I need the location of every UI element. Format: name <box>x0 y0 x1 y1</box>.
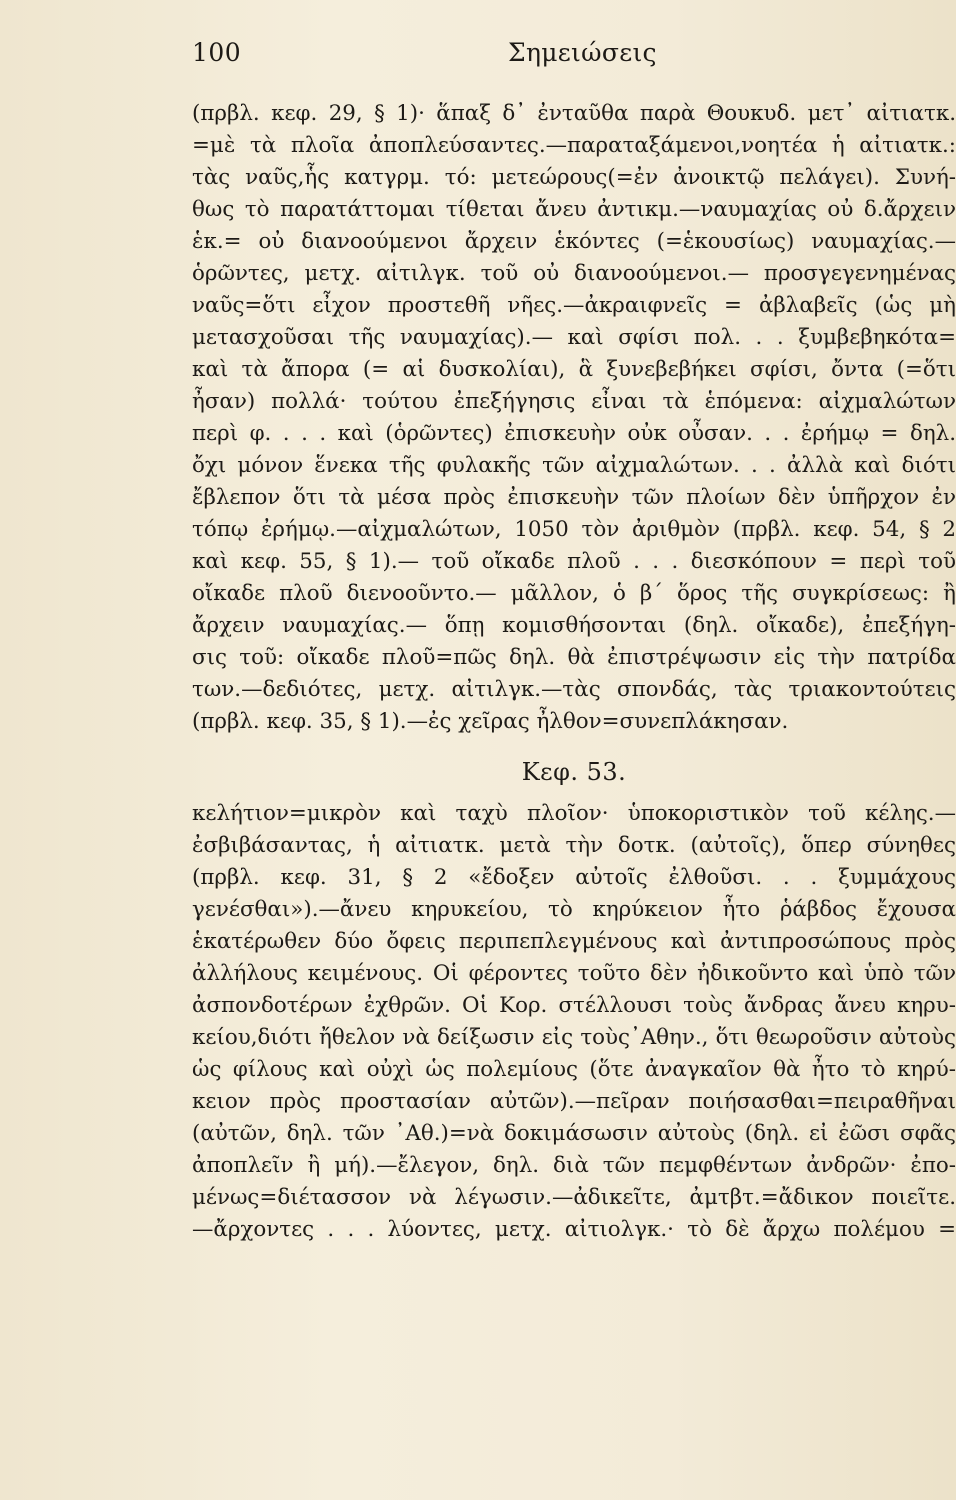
text-line: (πρβλ. κεφ. 29, § 1)· ἅπαξ δ᾽ ἐνταῦθα παρὰ Θουκυδ. μετ᾽ αἰτιατκ. <box>192 101 956 126</box>
text-line: ἑκατέρωθεν δύο ὄφεις περιπεπλεγμένους καὶ ἀντιπροσώπους πρὸς <box>192 929 956 954</box>
text-line: μετασχοῦσαι τῆς ναυμαχίας).— καὶ σφίσι πολ. . . ξυμβεβηκότα= <box>192 325 956 350</box>
page-number: 100 <box>192 38 242 67</box>
text-line: θως τὸ παρατάττομαι τίθεται ἄνευ ἀντικμ.—ναυμαχίας οὐ δ.ἄρχειν <box>192 197 956 222</box>
text-line: γενέσθαι»).—ἄνευ κηρυκείου, τὸ κηρύκειον ἦτο ῥάβδος ἔχουσα <box>192 897 956 922</box>
running-title: Σημειώσεις <box>508 38 657 67</box>
page-header <box>192 38 956 78</box>
text-line: περὶ φ. . . . καὶ (ὁρῶντες) ἐπισκευὴν οὐκ οὖσαν. . . ἐρήμῳ = δηλ. <box>192 421 956 446</box>
text-line: ἑκ.= οὐ διανοούμενοι ἄρχειν ἑκόντες (=ἑκουσίως) ναυμαχίας.— <box>192 229 956 254</box>
text-line: ἄρχειν ναυμαχίας.— ὅπῃ κομισθήσονται (δηλ. οἴκαδε), ἐπεξήγη- <box>192 613 956 638</box>
text-line: ἐσβιβάσαντας, ἡ αἰτιατκ. μετὰ τὴν δοτκ. (αὐτοῖς), ὅπερ σύνηθες <box>192 833 956 858</box>
text-line: (αὐτῶν, δηλ. τῶν ᾽Αθ.)=νὰ δοκιμάσωσιν αὐτοὺς (δηλ. εἰ ἐῶσι σφᾶς <box>192 1121 956 1146</box>
text-line: καὶ τὰ ἄπορα (= αἱ δυσκολίαι), ἃ ξυνεβεβήκει σφίσι, ὄντα (=ὅτι <box>192 357 956 382</box>
text-line: των.—δεδιότες, μετχ. αἰτιλγκ.—τὰς σπονδάς, τὰς τριακοντούτεις <box>192 677 956 702</box>
text-line: ναῦς=ὅτι εἶχον προστεθῆ νῆες.—ἀκραιφνεῖς = ἀβλαβεῖς (ὡς μὴ <box>192 293 956 318</box>
text-line: (πρβλ. κεφ. 31, § 2 «ἔδοξεν αὐτοῖς ἐλθοῦσι. . . ξυμμάχους <box>192 865 956 890</box>
text-line: κειον πρὸς προστασίαν αὐτῶν).—πεῖραν ποιήσασθαι=πειραθῆναι <box>192 1089 956 1114</box>
page-body <box>192 98 956 1246</box>
text-line: τὰς ναῦς,ἧς κατγρμ. τό: μετεώρους(=ἐν ἀνοικτῷ πελάγει). Συνή- <box>192 165 956 190</box>
text-line: ἔβλεπον ὅτι τὰ μέσα πρὸς ἐπισκευὴν τῶν πλοίων δὲν ὑπῆρχον ἐν <box>192 485 956 510</box>
text-line: καὶ κεφ. 55, § 1).— τοῦ οἴκαδε πλοῦ . . . διεσκόπουν = περὶ τοῦ <box>192 549 956 574</box>
text-line: ὄχι μόνον ἕνεκα τῆς φυλακῆς τῶν αἰχμαλώτων. . . ἀλλὰ καὶ διότι <box>192 453 956 478</box>
text-line: —ἄρχοντες . . . λύοντες, μετχ. αἰτιολγκ.· τὸ δὲ ἄρχω πολέμου = <box>192 1217 956 1242</box>
text-line: οἴκαδε πλοῦ διενοοῦντο.— μᾶλλον, ὁ β΄ ὅρος τῆς συγκρίσεως: ἢ <box>192 581 956 606</box>
text-line: σις τοῦ: οἴκαδε πλοῦ=πῶς δηλ. θὰ ἐπιστρέψωσιν εἰς τὴν πατρίδα <box>192 645 956 670</box>
text-line: (πρβλ. κεφ. 35, § 1).—ἐς χεῖρας ἦλθον=συνεπλάκησαν. <box>192 709 789 734</box>
section-heading: Κεφ. 53. <box>521 758 627 786</box>
text-line: κελήτιον=μικρὸν καὶ ταχὺ πλοῖον· ὑποκοριστικὸν τοῦ κέλης.— <box>192 801 956 826</box>
text-line: ἀποπλεῖν ἢ μή).—ἔλεγον, δηλ. διὰ τῶν πεμφθέντων ἀνδρῶν· ἐπο- <box>192 1153 956 1178</box>
text-line: ὡς φίλους καὶ οὐχὶ ὡς πολεμίους (ὅτε ἀναγκαῖον θὰ ἦτο τὸ κηρύ- <box>192 1057 956 1082</box>
text-line: ἀλλήλους κειμένους. Οἱ φέροντες τοῦτο δὲν ἠδικοῦντο καὶ ὑπὸ τῶν <box>192 961 956 986</box>
text-line: ἀσπονδοτέρων ἐχθρῶν. Οἱ Κορ. στέλλουσι τοὺς ἄνδρας ἄνευ κηρυ- <box>192 993 956 1018</box>
text-line: ὁρῶντες, μετχ. αἰτιλγκ. τοῦ οὐ διανοούμενοι.— προσγεγενημένας <box>192 261 956 286</box>
text-line: τόπῳ ἐρήμῳ.—αἰχμαλώτων, 1050 τὸν ἀριθμὸν (πρβλ. κεφ. 54, § 2 <box>192 517 956 542</box>
text-line: μένως=διέτασσον νὰ λέγωσιν.—ἀδικεῖτε, ἀμτβτ.=ἄδικον ποιεῖτε. <box>192 1185 956 1210</box>
text-line: ἦσαν) πολλά· τούτου ἐπεξήγησις εἶναι τὰ ἑπόμενα: αἰχμαλώτων <box>192 389 956 414</box>
text-line: κείου,διότι ἤθελον νὰ δείξωσιν εἰς τοὺς᾽Αθην., ὅτι θεωροῦσιν αὐτοὺς <box>192 1025 956 1050</box>
text-line: =μὲ τὰ πλοῖα ἀποπλεύσαντες.—παραταξάμενοι,νοητέα ἡ αἰτιατκ.: <box>192 133 956 158</box>
